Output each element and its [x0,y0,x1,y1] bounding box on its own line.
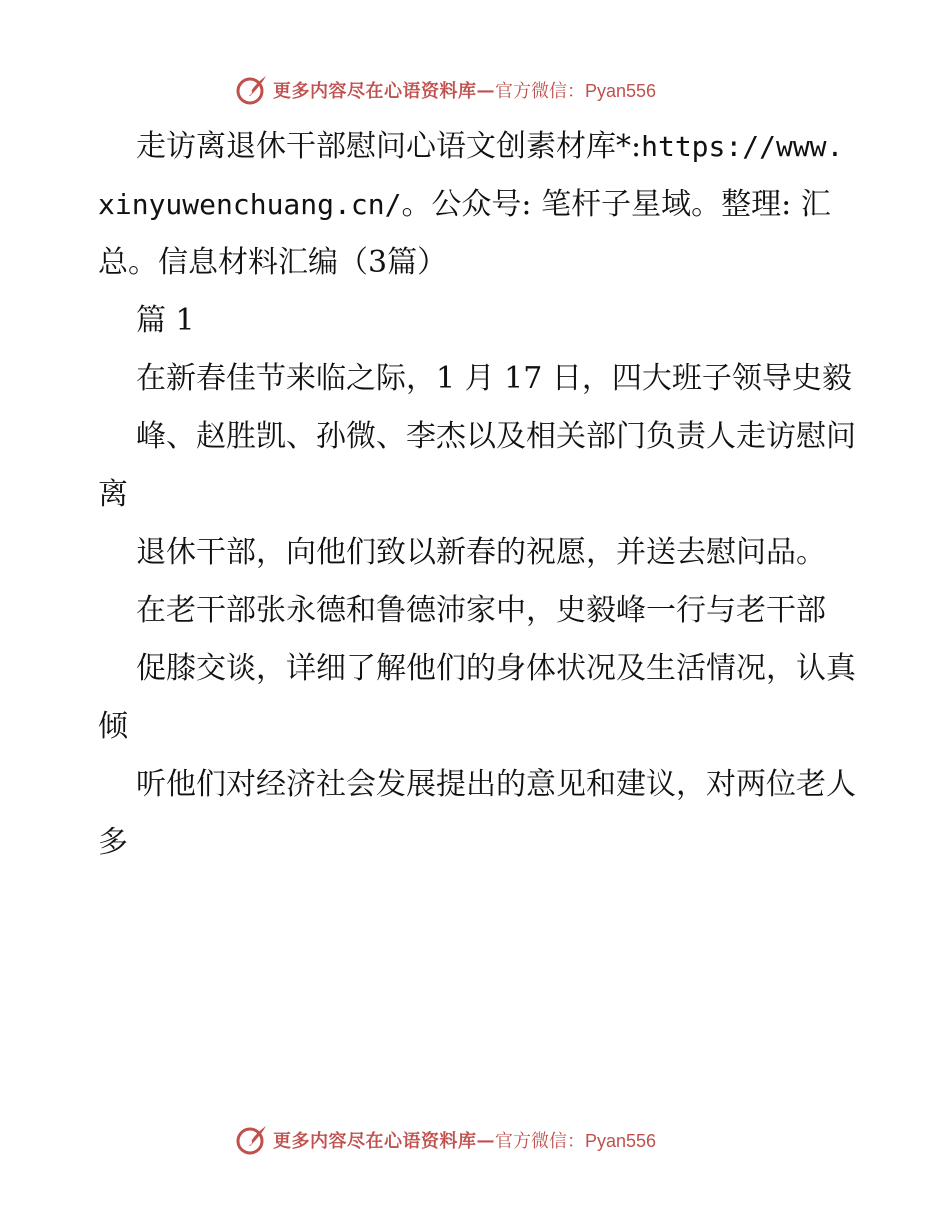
body-line: 在新春佳节来临之际，1 月 17 日，四大班子领导史毅 [136,361,852,396]
intro-text-start: 走访离退休干部慰问心语文创素材库*: [136,129,642,164]
watermark-contact: 官方微信：Pyan556 [495,81,657,101]
watermark-slogan: 更多内容尽在心语资料库 [273,81,477,102]
watermark-dash: — [476,79,495,101]
header-watermark [235,70,755,110]
body-line: 峰、赵胜凯、孙微、李杰以及相关部门负责人走访慰问离 [98,419,856,512]
footer-watermark [235,1120,755,1160]
watermark-dash: — [476,1129,495,1151]
source-url-link[interactable]: https://www.xinyuwenchuang.cn/ [98,130,844,221]
watermark-slogan: 更多内容尽在心语资料库 [273,1131,477,1152]
body-line: 促膝交谈，详细了解他们的身体状况及生活情况，认真倾 [98,651,856,744]
intro-paragraph [98,118,858,292]
body-line: 听他们对经济社会发展提出的意见和建议，对两位老人多 [98,767,856,860]
document-body [98,118,858,872]
body-line: 退休干部，向他们致以新春的祝愿，并送去慰问品。 [136,535,826,570]
body-line: 在老干部张永德和鲁德沛家中，史毅峰一行与老干部 [136,593,826,628]
intro-text-end: 。公众号: 笔杆子星域。整理: 汇总。信息材料汇编（3篇） [98,187,831,280]
quill-logo-icon [235,73,269,107]
section-label: 篇 1 [136,303,195,338]
watermark-contact: 官方微信：Pyan556 [495,1131,657,1151]
quill-logo-icon [235,1123,269,1157]
